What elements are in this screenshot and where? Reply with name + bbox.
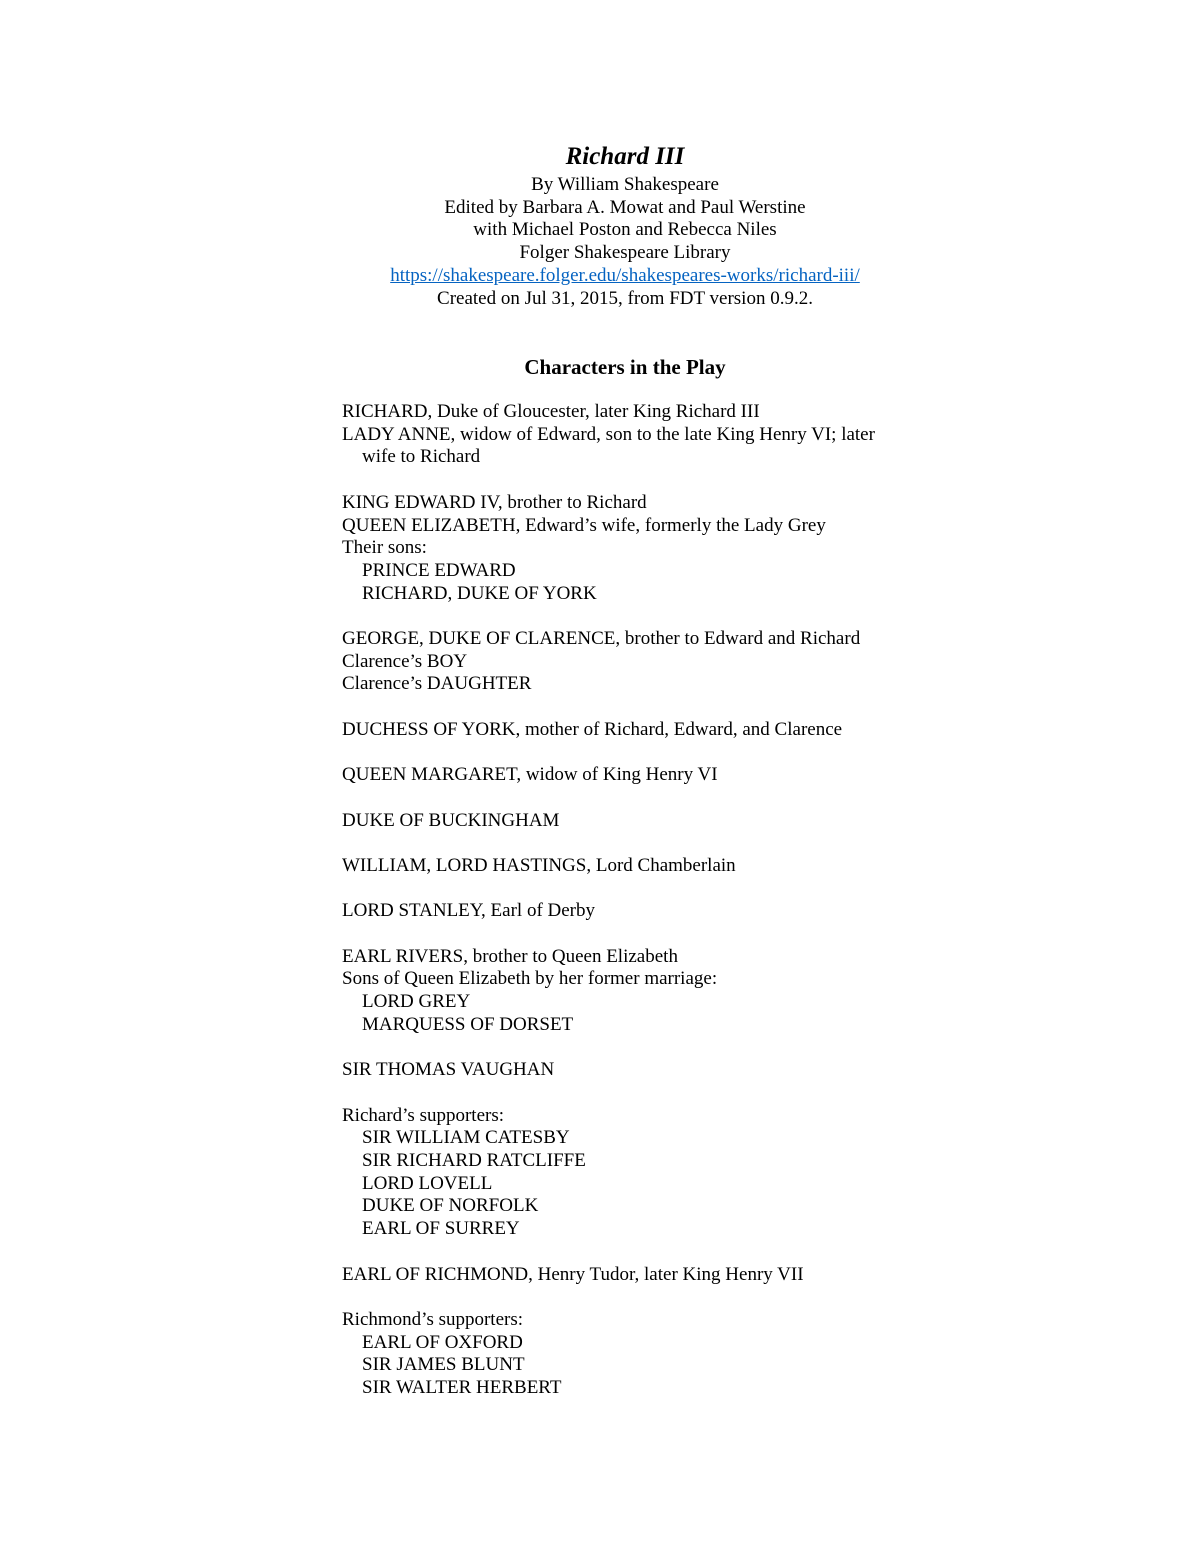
group-spacer (342, 923, 942, 946)
title-block (0, 140, 1200, 310)
character-subgroup-label: Sons of Queen Elizabeth by her former marriage: (342, 968, 718, 990)
character-entry: EARL RIVERS, brother to Queen Elizabeth (342, 945, 678, 967)
group-spacer (342, 1286, 942, 1309)
character-entry: LADY ANNE, widow of Edward, son to the late King Henry VI; later (342, 423, 875, 445)
group-spacer (342, 605, 942, 628)
character-entry: LORD GREY (362, 991, 471, 1013)
character-entry-continuation: wife to Richard (362, 446, 481, 468)
character-entry: Clarence’s DAUGHTER (342, 673, 532, 695)
publisher-line: Folger Shakespeare Library (519, 242, 731, 264)
play-title: Richard III (565, 143, 685, 170)
character-entry: SIR THOMAS VAUGHAN (342, 1059, 555, 1081)
character-entry: DUKE OF NORFOLK (362, 1195, 539, 1217)
group-spacer (342, 878, 942, 901)
character-entry: EARL OF OXFORD (362, 1331, 523, 1353)
assistants-line: with Michael Poston and Rebecca Niles (473, 219, 777, 241)
character-subgroup-label: Richmond’s supporters: (342, 1308, 524, 1330)
character-entry: MARQUESS OF DORSET (362, 1013, 574, 1035)
created-line: Created on Jul 31, 2015, from FDT version 0.9.2. (437, 287, 813, 309)
group-spacer (342, 1241, 942, 1264)
character-entry: LORD LOVELL (362, 1172, 493, 1194)
character-entry: LORD STANLEY, Earl of Derby (342, 900, 596, 922)
group-spacer (342, 696, 942, 719)
source-url-link[interactable]: https://shakespeare.folger.edu/shakespeares-works/richard-iii/ (390, 264, 860, 286)
characters-heading: Characters in the Play (524, 355, 726, 379)
character-entry: EARL OF SURREY (362, 1218, 520, 1240)
editors-line: Edited by Barbara A. Mowat and Paul Werstine (444, 196, 806, 218)
character-entry: DUCHESS OF YORK, mother of Richard, Edward, and Clarence (342, 718, 843, 740)
group-spacer (342, 832, 942, 855)
group-spacer (342, 1082, 942, 1105)
character-subgroup-label: Their sons: (342, 537, 427, 559)
character-entry: QUEEN MARGARET, widow of King Henry VI (342, 764, 718, 786)
character-entry: PRINCE EDWARD (362, 559, 516, 581)
character-entry: DUKE OF BUCKINGHAM (342, 809, 560, 831)
character-entry: GEORGE, DUKE OF CLARENCE, brother to Edward and Richard (342, 628, 861, 649)
character-entry: KING EDWARD IV, brother to Richard (342, 491, 647, 513)
character-entry: SIR RICHARD RATCLIFFE (362, 1150, 586, 1172)
character-entry: QUEEN ELIZABETH, Edward’s wife, formerly the Lady Grey (342, 514, 826, 536)
character-entry: SIR JAMES BLUNT (362, 1354, 525, 1376)
character-entry: SIR WILLIAM CATESBY (362, 1127, 570, 1149)
character-entry: Clarence’s BOY (342, 650, 468, 672)
group-spacer (342, 1037, 942, 1060)
character-entry: EARL OF RICHMOND, Henry Tudor, later King Henry VII (342, 1263, 804, 1285)
character-entry: SIR WALTER HERBERT (362, 1377, 562, 1399)
character-entry: RICHARD, DUKE OF YORK (362, 582, 597, 604)
group-spacer (342, 469, 942, 492)
character-subgroup-label: Richard’s supporters: (342, 1104, 505, 1126)
character-entry: WILLIAM, LORD HASTINGS, Lord Chamberlain (342, 854, 736, 876)
author-line: By William Shakespeare (531, 174, 719, 195)
group-spacer (342, 742, 942, 765)
character-list (342, 401, 942, 1400)
group-spacer (342, 787, 942, 810)
character-entry: RICHARD, Duke of Gloucester, later King Richard III (342, 401, 760, 422)
